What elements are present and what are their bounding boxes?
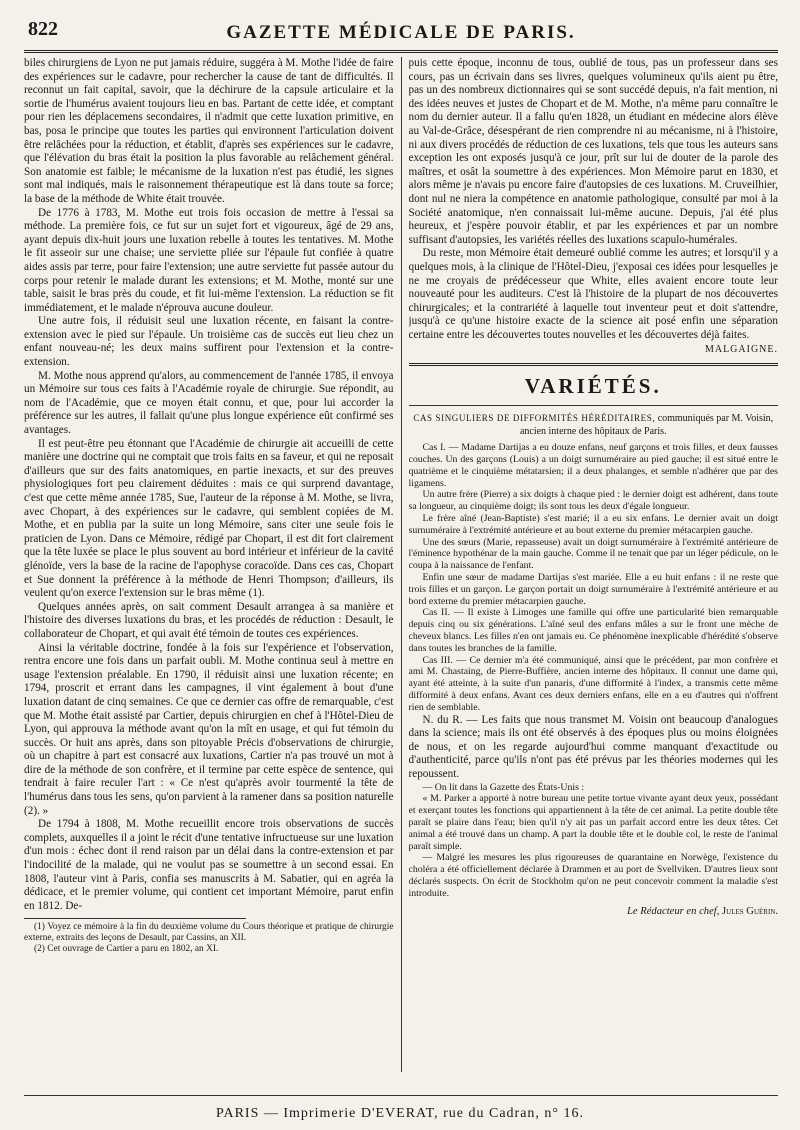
case-paragraph: Une des sœurs (Marie, repasseuse) avait un doigt surnuméraire à l'extrémité antérieure de l'éminence hypothénar de la main gauche. Comme il ne tenait que par un léger pédicule, on le coupa à la naissance de l'enfant.: [408, 536, 778, 572]
section-separator: [409, 363, 779, 366]
right-column: [409, 57, 779, 1072]
article-columns: [24, 57, 778, 1072]
case-paragraph: Un autre frère (Pierre) a six doigts à chaque pied : le dernier doigt est adhérent, dans toute sa longueur, au cinquième doigt; ils sont tous les deux d'égale longueur.: [408, 489, 778, 513]
editor-note: N. du R. — Les faits que nous transmet M. Voisin ont beaucoup d'analogues dans la science; mais ils ont été observés à des époques plus ou moins éloignées de nous, et on les regarde aujourd'hui comme manquant d'exactitude ou d'authenticité, parce qu'ils n'ont pas été prévus par les théories modernes qui les repoussent.: [408, 713, 778, 780]
subtitle-smallcaps: CAS SINGULIERS DE DIFFORMITÉS HÉRÉDITAIRES,: [413, 413, 656, 424]
subtitle-text: communiqués par M. Voisin, ancien interne des hôpitaux de Paris.: [519, 413, 774, 437]
news-item: — Malgré les mesures les plus rigoureuses de quarantaine en Norwège, l'existence du choléra a été officiellement déclarée à Drammen et au port de Svellviken. D'autres lieux sont déclarés suspects. On écrit de Stockholm qu'on ne peut concevoir comment la maladie s'est introduite.: [408, 852, 778, 899]
paragraph: M. Mothe nous apprend qu'alors, au commencement de l'année 1785, il envoya un Mémoire sur tous ces faits à l'Académie royale de chirurgie. Sue répondit, au nom de l'Académie, que ce moyen était connu, et que, pour lui accorder la préférence sur les autres, il fallait qu'une plus longue expérience eût confirmé ses avantages.: [24, 369, 394, 437]
left-column: [24, 57, 402, 1072]
footnote: (2) Cet ouvrage de Cartier a paru en 1802, an XI.: [34, 944, 219, 955]
page-number: 822: [28, 18, 58, 40]
case-paragraph: Cas II. — Il existe à Limoges une famille qui offre une particularité bien remarquable depuis cinq ou six générations. L'aîné seul des enfans mâles a sur le front une mèche de cheveux blancs. Les filles n'en ont jamais eu. Ce phénomène inexplicable d'hérédité s'observe dans toutes les branches de la famille.: [408, 607, 778, 654]
paragraph: Du reste, mon Mémoire était demeuré oublié comme les autres; et lorsqu'il y a quelques mois, à la clinique de l'Hôtel-Dieu, j'exposai ces idées pour lesquelles je ne me croyais de prédécesseur que White, elles avaient encore toute leur nouveauté pour les auditeurs. C'est là l'histoire de la plupart de nos découvertes chirurgicales; et la contrariété à laquelle tout inventeur peut et doit s'attendre, jusqu'à ce qu'une histoire exacte de la science ait posé enfin une séparation certaine entre les découvertes toutes nouvelles et les découvertes déjà faites.: [408, 247, 778, 341]
section-rule: [409, 405, 779, 406]
paragraph: puis cette époque, inconnu de tous, oublié de tous, pas un professeur dans ses cours, pas un écrivain dans ses livres, quelques volumineux qu'ils aient pu être, pas un des nombreux dictionnaires qui se sont succédé depuis, n'a fait mention, ni des idées neuves et justes de Chopart et de M. Mothe, n'a même paru connaître le nom du dernier auteur. Il a fallu qu'en 1828, un étudiant en médecine alors élève au Val-de-Grâce, désespérant de rien comprendre ni au mécanisme, ni à l'histoire, ni aux divers procédés de réduction de ces luxations, tels que tous les auteurs sans exception les ont exposés jusqu'à ce jour, prît sur lui de douter de la parole des maîtres, et osât la soumettre à des expériences. Mon Mémoire parut en 1830, et alors même je n'avais pu encore faire d'autopsies de ces luxations. M. Cruveilhier, dont nul ne niera la compétence en anatomie pathologique, consulté par moi à la Société anatomique, n'en connaissait lui-même aucune. Depuis, j'ai été plus heureux, et j'espère pouvoir établir, et par les expériences et par un nombre suffisant d'autopsies, les variétés réelles des luxations scapulo-humérales.: [408, 57, 778, 246]
case-paragraph: Enfin une sœur de madame Dartijas s'est mariée. Elle a eu huit enfans : il ne reste que trois filles et un garçon. Le garçon portait un doigt surnuméraire à l'extrémité antérieure et au bord externe du premier métacarpien gauche.: [408, 572, 778, 607]
case-paragraph: Le frère aîné (Jean-Baptiste) s'est marié; il a eu six enfans. Le dernier avait un doigt surnuméraire à l'extrémité antérieure et au bout externe du premier métacarpien gauche.: [408, 513, 778, 536]
imprint: PARIS — Imprimerie D'EVERAT, rue du Cadran, n° 16.: [215, 1106, 585, 1121]
paragraph: De 1776 à 1783, M. Mothe eut trois fois occasion de mettre à l'essai sa méthode. La première fois, ce fut sur un sujet fort et vigoureux, âgé de 29 ans, ayant depuis dix-huit jours une luxation rebelle à toutes les tentatives. M. Mothe le fit asseoir sur une chaise; une serviette pliée sur l'épaule fut confiée à quatre aides assis par terre, pour faire l'extension; une autre serviette fut passée autour du corps pour retenir le malade durant les extensions; et M. Mothe, monté sur une table, saisit le bras près du coude, et fit lui-même l'extension. La réduction se fit immédiatement, et le malade n'éprouva aucune douleur.: [24, 206, 394, 314]
journal-title: GAZETTE MÉDICALE DE PARIS.: [226, 22, 576, 43]
case-paragraph: Cas I. — Madame Dartijas a eu douze enfans, neuf garçons et trois filles, et deux fausses couches. Un des garçons (Louis) a un doigt surnuméraire au pied gauche; il est situé entre le quatrième et le cinquième métatarsien; il a deux phalanges, et semble n'adhérer que par des ligamens.: [408, 442, 778, 489]
paragraph: De 1794 à 1808, M. Mothe recueillit encore trois observations de succès complets, auxquelles il a joint le récit d'une tentative infructueuse sur une luxation d'un mois : échec dont il rend raison par un délai dans la contre-extension et par l'indocilité de la malade, qui ne voulut pas se soumettre à un second essai. En 1808, l'auteur vint à Paris, confia ses manuscrits à M. Sabatier, qui en agréa la dédicace, et le premier volume, qui contient cet important Mémoire, parut enfin en 1812. De-: [24, 818, 394, 912]
news-quote: « M. Parker a apporté à notre bureau une petite tortue vivante ayant deux yeux, possédant et exerçant toutes les fonctions qui appartiennent à la tête de cet animal. La petite double tête paraît se plaire dans l'eau; bien qu'il n'y ait pas un parfait accord entre les deux têtes. Cet animal a été trouvé dans un champ. A part la double tête et le double col, le reste de l'animal paraît simple.: [408, 793, 778, 852]
section-heading: VARIÉTÉS.: [524, 374, 662, 399]
header-rule: [24, 50, 778, 53]
footnote-rule: [24, 918, 246, 919]
footnote: (1) Voyez ce mémoire à la fin du deuxième volume du Cours théorique et pratique de chirurgie externe, extraits des leçons de Desault, par Cassins, an XII.: [24, 922, 394, 944]
editor-name: Jules Guérin.: [722, 905, 778, 917]
paragraph: biles chirurgiens de Lyon ne put jamais réduire, suggéra à M. Mothe l'idée de faire des expériences sur le cadavre, pour rechercher la cause de tant de difficultés. Il reconnut un fait capital, savoir, que la déchirure de la capsule articulaire et la sortie de l'humérus avaient toujours lieu en bas. Partant de cette idée, et comptant pour rien les déplacemens secondaires, il n'admit que cette luxation primitive, en bas, posa le principe que toutes les parties qui environnent l'articulation doivent être relâchées pour la réduction, et établit, d'après ses expériences sur le cadavre, que l'élévation du bras était la position la plus favorable au relâchement général. Son anatomie est faible; le mécanisme de la luxation n'est pas étudié, les signes sont mal indiqués, mais le raisonnement thérapeutique est là dans toute sa force; la base de la méthode de White était trouvée.: [24, 57, 394, 205]
paragraph: Il est peut-être peu étonnant que l'Académie de chirurgie ait accueilli de cette manière une doctrine qui ne comptait que trois faits en sa faveur, et qui ne reposait d'ailleurs que sur des faits anatomiques, en partie inexacts, et sur des preuves physiologiques fort peu clairement déduites : mais ce qui surprend davantage, c'est que cette même année 1785, Sue, l'auteur de la réponse à M. Mothe, se livra, avec Chopart, à des expériences sur le cadavre, qui semblent copiées de M. Mothe, et en publia par la suite un long Mémoire, sans citer une seule fois le praticien de Lyon. Dans ce Mémoire, rédigé par Chopart, il est dit fort clairement que la tête luxée se place le plus souvent au bord intérieur et inférieur de la cavité glénoïde, vers la base de la racine de l'apophyse coracoïde. Dans ces cas, Chopart et Sue donnent la préférence à la méthode de Henri Thompson; d'ailleurs, ils veulent qu'on exerce l'extension sur le bras même (1).: [24, 437, 394, 600]
paragraph: Une autre fois, il réduisit seul une luxation récente, en faisant la contre-extension avec le pied sur l'épaule. Un troisième cas de succès eut lieu chez un enfant nouveau-né; les deux mains suffirent pour l'extension et la contre-extension.: [24, 315, 394, 369]
page-header: [24, 10, 778, 44]
imprint-rule: [24, 1095, 778, 1096]
author-signature: MALGAIGNE.: [704, 344, 778, 356]
paragraph: Quelques années après, on sait comment Desault arrangea à sa manière et l'histoire des diverses luxations du bras, et les procédés de réduction : Desault, le collaborateur de Chopart, et qui avait été témoin de toutes ces expériences.: [24, 600, 394, 640]
news-intro: — On lit dans la Gazette des États-Unis :: [422, 781, 585, 793]
editor-label: Le Rédacteur en chef,: [627, 905, 720, 917]
article-subtitle: [409, 412, 779, 438]
case-paragraph: Cas III. — Ce dernier m'a été communiqué, ainsi que le précédent, par mon confrère et ami M. Chastaing, de Pierre-Buffière, ancien interne des hôpitaux. Il connut une dame qui, ayant été atteinte, à la suite d'un panaris, d'une difformité à l'index, a transmis cette même difformité à deux enfans. Avant ces deux derniers enfans, elle en a eu d'autres qui n'offrent rien de semblable.: [408, 654, 778, 713]
editor-credit: [409, 906, 779, 917]
paragraph: Ainsi la véritable doctrine, fondée à la fois sur l'expérience et l'observation, rentra encore une fois dans un parfait oubli. M. Mothe continua seul à mettre en usage l'extension préalable. En 1790, il réduisit ainsi une luxation récente; en 1794, proscrit et errant dans les campagnes, il vint également à bout d'une luxation datant de cinq semaines. Ce que ce dernier cas offre de remarquable, c'est que M. Mothe était assisté par Cartier, depuis chirurgien en chef à l'Hôtel-Dieu de Lyon, qui approuva la méthode avant qu'on la mît en usage, et qui fut témoin du succès. Or huit ans après, dans son pitoyable Précis d'observations de chirurgie, où un chapitre à part est consacré aux luxations, Cartier n'a pas trouvé un mot à dire de la méthode de son confrère, et il termine par cette espèce de sentence, qui tendrait à faire reculer l'art : « Ce n'est qu'après avoir tourmenté la tête de l'humérus dans tous les sens, qu'on parvient à la ramener dans sa position naturelle (2). »: [24, 641, 394, 817]
